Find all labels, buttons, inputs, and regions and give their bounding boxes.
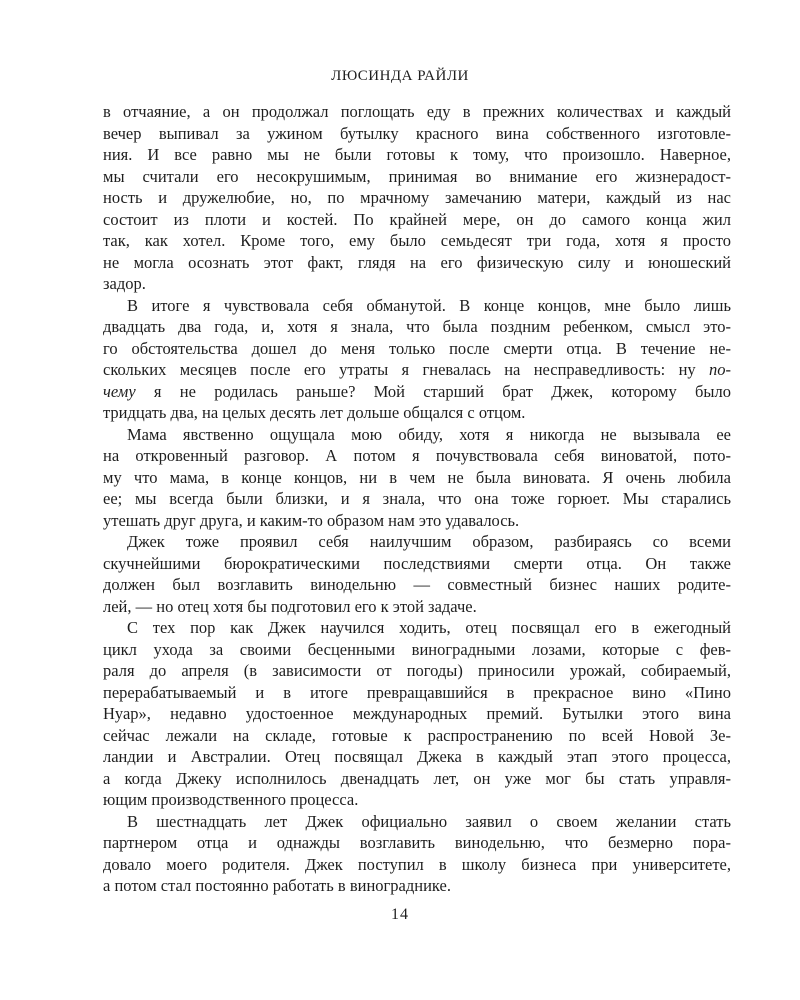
text-segment: я не родилась раньше? Мой старший брат Джек, которому было [135,381,731,401]
text-line: на откровенный разговор. А потом я почувствовала себя виноватой, пото- [103,446,731,465]
text-line: перерабатываемый и в итоге превращавшийся в прекрасное вино «Пино [103,682,731,702]
text-line: ния. И все равно мы не были готовы к тому, что произошло. Наверное, [103,145,731,164]
text-line: не могла осознать этот факт, глядя на его физическую силу и юношеский [103,252,731,272]
text-line: В итоге я чувствовала себя обманутой. В конце концов, мне было лишь [127,295,731,315]
paragraph [103,295,731,424]
emphasis-text: чему [103,381,136,401]
text-line: вечер выпивал за ужином бутылку красного вина собственного изготовле- [103,123,731,143]
text-line: задор. [103,274,146,293]
text-line: ющим производственного процесса. [103,790,359,809]
text-line: партнером отца и однажды возглавить винодельню, что безмерно пора- [103,833,731,852]
text-line: цикл ухода за своими бесценными виноградными лозами, которые с фев- [103,639,731,659]
text-line: лей, — но отец хотя бы подготовил его к этой задаче. [103,596,477,616]
text-line: Джек тоже проявил себя наилучшим образом, разбираясь со всеми [127,532,731,551]
text-line: Мама явственно ощущала мою обиду, хотя я никогда не вызывала ее [127,424,731,444]
text-line: довало моего родителя. Джек поступил в школу бизнеса при университете, [103,854,731,874]
text-line: в отчаяние, а он продолжал поглощать еду в прежних количествах и каждый [103,102,731,121]
emphasis-text: по- [709,360,731,379]
text-segment: скольких месяцев после его утраты я гневалась на несправедливость: ну [103,360,709,379]
text-line: Нуар», недавно удостоенное международных премий. Бутылки этого вина [103,704,731,723]
text-line: му что мама, в конце концов, ни в чем не была виновата. Я очень любила [103,467,731,487]
text-line: а потом стал постоянно работать в винограднике. [103,876,451,895]
text-line: ность и дружелюбие, но, по мрачному замечанию матери, каждый из нас [103,188,731,207]
running-head-author: ЛЮСИНДА РАЙЛИ [331,68,469,84]
text-line: раля до апреля (в зависимости от погоды) приносили урожай, собираемый, [103,661,731,680]
text-line: го обстоятельства дошел до меня только после смерти отца. В течение не- [103,338,731,358]
text-line: сейчас лежали на складе, готовые к распространению по всей Новой Зе- [103,725,731,745]
text-line: двадцать два года, и, хотя я знала, что была поздним ребенком, смысл это- [103,317,731,336]
text-line: мы считали его несокрушимым, принимая во внимание его жизнерадост- [103,166,731,186]
paragraph [103,811,731,897]
paragraph [103,424,731,532]
text-line: так, как хотел. Кроме того, ему было семьдесят три года, хотя я просто [103,231,731,250]
text-line: должен был возглавить винодельню — совместный бизнес наших родите- [103,575,731,594]
paragraph [103,617,731,811]
text-line: В шестнадцать лет Джек официально заявил о своем желании стать [127,811,731,831]
page-number: 14 [391,906,409,923]
text-line: состоит из плоти и костей. По крайней мере, он до самого конца жил [103,209,731,229]
paragraph [103,531,731,617]
text-line: а когда Джеку исполнилось двенадцать лет, он уже мог бы стать управля- [103,768,731,788]
body-text [103,101,731,897]
text-line: скучнейшими бюрократическими последствиями смерти отца. Он также [103,553,731,573]
text-line: С тех пор как Джек научился ходить, отец посвящал его в ежегодный [127,618,731,637]
text-line: ее; мы всегда были близки, и я знала, что она тоже горюет. Мы старались [103,489,731,508]
text-line: утешать друг друга, и каким-то образом нам это удавалось. [103,510,520,530]
text-line-with-emphasis [103,381,731,403]
text-line-with-emphasis [103,359,731,381]
text-line: ландии и Австралии. Отец посвящал Джека в каждый этап этого процесса, [103,747,731,766]
paragraph [103,101,731,295]
text-line: тридцать два, на целых десять лет дольше общался с отцом. [103,403,526,422]
